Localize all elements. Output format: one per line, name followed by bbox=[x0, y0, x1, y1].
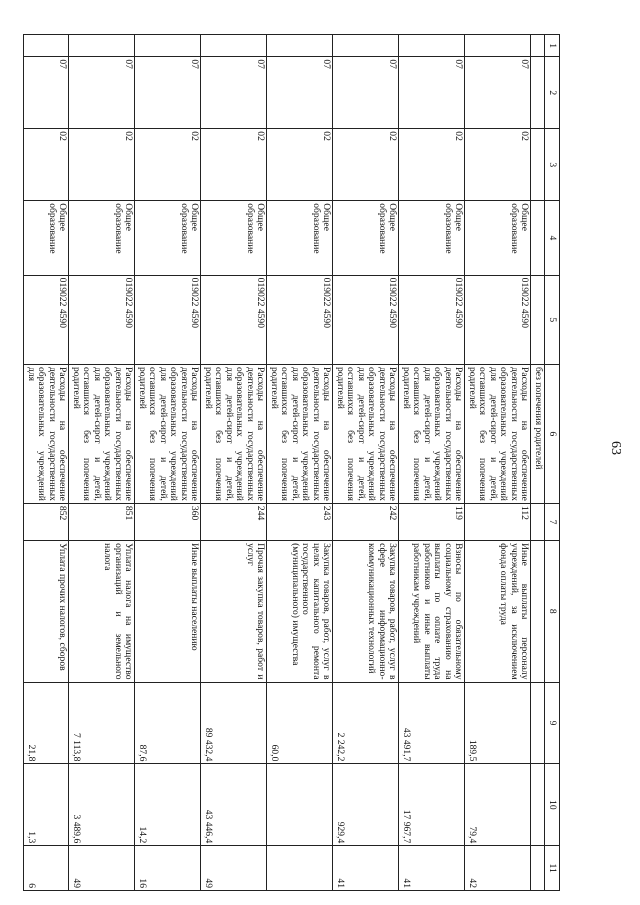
cell-col-6: без попечения родителей bbox=[531, 364, 545, 503]
cell-col-10: 43 446,4 bbox=[201, 764, 267, 846]
cell-col-7: 242 bbox=[333, 503, 399, 540]
cell-col-2: 07 bbox=[465, 57, 531, 129]
cell-col-1 bbox=[135, 35, 201, 57]
cell-col-8 bbox=[531, 541, 545, 682]
cell-col-8: Закупка товаров, работ, услуг в целях капитального ремонта государственного (муниципального) имущества bbox=[267, 541, 333, 682]
cell-col-10 bbox=[531, 764, 545, 846]
cell-col-3: 02 bbox=[69, 129, 135, 201]
cell-col-4: Общее образование bbox=[69, 201, 135, 275]
cell-col-9: 189,5 bbox=[465, 682, 531, 764]
cell-col-1 bbox=[531, 35, 545, 57]
cell-col-7: 119 bbox=[399, 503, 465, 540]
cell-col-4: Общее образование bbox=[465, 201, 531, 275]
cell-col-7: 851 bbox=[69, 503, 135, 540]
header-row bbox=[545, 35, 560, 891]
cell-col-6: Расходы на обеспечение деятельности государственных образовательных учреждений для детей-сирот и детей, оставшихся без попечения родителей bbox=[69, 364, 135, 503]
cell-col-10: 79,4 bbox=[465, 764, 531, 846]
header-col-10: 10 bbox=[545, 764, 560, 846]
cell-col-7: 112 bbox=[465, 503, 531, 540]
table-row bbox=[24, 35, 69, 891]
header-col-3: 3 bbox=[545, 129, 560, 201]
cell-col-3: 02 bbox=[333, 129, 399, 201]
table-row bbox=[267, 35, 333, 891]
cell-col-9: 43 491,7 bbox=[399, 682, 465, 764]
cell-col-11: 6 bbox=[24, 846, 69, 891]
cell-col-11 bbox=[267, 846, 333, 891]
cell-col-9: 89 432,4 bbox=[201, 682, 267, 764]
header-col-11: 11 bbox=[545, 846, 560, 891]
cell-col-10: 3 489,6 bbox=[69, 764, 135, 846]
cell-col-2: 07 bbox=[24, 57, 69, 129]
cell-col-1 bbox=[69, 35, 135, 57]
table-row bbox=[531, 35, 545, 891]
cell-col-9: 21,8 bbox=[24, 682, 69, 764]
cell-col-8: Взносы по обязательному социальному страхованию на выплаты по оплате труда работников и иные выплаты работникам учреждений bbox=[399, 541, 465, 682]
cell-col-4: Общее образование bbox=[201, 201, 267, 275]
cell-col-2: 07 bbox=[201, 57, 267, 129]
cell-col-11: 49 bbox=[201, 846, 267, 891]
table-row bbox=[399, 35, 465, 891]
cell-col-8: Уплата налога на имущество организаций и земельного налога bbox=[69, 541, 135, 682]
cell-col-1 bbox=[465, 35, 531, 57]
header-col-7: 7 bbox=[545, 503, 560, 540]
cell-col-8: Прочая закупка товаров, работ и услуг bbox=[201, 541, 267, 682]
header-col-1: 1 bbox=[545, 35, 560, 57]
cell-col-6: Расходы на обеспечение деятельности государственных образовательных учреждений для bbox=[24, 364, 69, 503]
cell-col-1 bbox=[201, 35, 267, 57]
cell-col-9 bbox=[531, 682, 545, 764]
table-row bbox=[333, 35, 399, 891]
table-row bbox=[465, 35, 531, 891]
cell-col-7: 360 bbox=[135, 503, 201, 540]
cell-col-7 bbox=[531, 503, 545, 540]
cell-col-1 bbox=[267, 35, 333, 57]
cell-col-8: Уплата прочих налогов, сборов bbox=[24, 541, 69, 682]
cell-col-5 bbox=[531, 275, 545, 364]
cell-col-10 bbox=[267, 764, 333, 846]
cell-col-2: 07 bbox=[267, 57, 333, 129]
cell-col-8: Иные выплаты населению bbox=[135, 541, 201, 682]
cell-col-1 bbox=[333, 35, 399, 57]
cell-col-10: 929,4 bbox=[333, 764, 399, 846]
cell-col-5: 019022 4590 bbox=[69, 275, 135, 364]
cell-col-5: 019022 4590 bbox=[333, 275, 399, 364]
cell-col-1 bbox=[399, 35, 465, 57]
cell-col-8: Иные выплаты персоналу учреждений, за исключением фонда оплаты труда bbox=[465, 541, 531, 682]
cell-col-11: 16 bbox=[135, 846, 201, 891]
budget-table bbox=[24, 34, 561, 891]
cell-col-2: 07 bbox=[333, 57, 399, 129]
cell-col-6: Расходы на обеспечение деятельности государственных образовательных учреждений для детей-сирот и детей, оставшихся без попечения родителей bbox=[135, 364, 201, 503]
cell-col-4 bbox=[531, 201, 545, 275]
cell-col-10: 14,2 bbox=[135, 764, 201, 846]
cell-col-6: Расходы на обеспечение деятельности государственных образовательных учреждений для детей-сирот и детей, оставшихся без попечения родителей bbox=[201, 364, 267, 503]
cell-col-3: 02 bbox=[135, 129, 201, 201]
cell-col-11: 41 bbox=[333, 846, 399, 891]
cell-col-6: Расходы на обеспечение деятельности государственных образовательных учреждений для детей-сирот и детей, оставшихся без попечения родителей bbox=[399, 364, 465, 503]
cell-col-11 bbox=[531, 846, 545, 891]
cell-col-2 bbox=[531, 57, 545, 129]
cell-col-9: 60,0 bbox=[267, 682, 333, 764]
cell-col-10: 1,3 bbox=[24, 764, 69, 846]
cell-col-6: Расходы на обеспечение деятельности государственных образовательных учреждений для детей-сирот и детей, оставшихся без попечения родителей bbox=[267, 364, 333, 503]
header-col-2: 2 bbox=[545, 57, 560, 129]
cell-col-6: Расходы на обеспечение деятельности государственных образовательных учреждений для детей-сирот и детей, оставшихся без попечения родителей bbox=[465, 364, 531, 503]
cell-col-3: 02 bbox=[267, 129, 333, 201]
header-col-5: 5 bbox=[545, 275, 560, 364]
header-col-6: 6 bbox=[545, 364, 560, 503]
cell-col-3: 02 bbox=[465, 129, 531, 201]
cell-col-3: 02 bbox=[201, 129, 267, 201]
cell-col-11: 41 bbox=[399, 846, 465, 891]
cell-col-5: 019022 4590 bbox=[465, 275, 531, 364]
cell-col-11: 49 bbox=[69, 846, 135, 891]
header-col-4: 4 bbox=[545, 201, 560, 275]
cell-col-7: 852 bbox=[24, 503, 69, 540]
cell-col-3: 02 bbox=[24, 129, 69, 201]
budget-table-container bbox=[26, 34, 560, 891]
table-row bbox=[69, 35, 135, 891]
cell-col-9: 2 242,2 bbox=[333, 682, 399, 764]
cell-col-4: Общее образование bbox=[333, 201, 399, 275]
cell-col-5: 019022 4590 bbox=[267, 275, 333, 364]
cell-col-1 bbox=[24, 35, 69, 57]
table-row bbox=[201, 35, 267, 891]
cell-col-7: 244 bbox=[201, 503, 267, 540]
cell-col-9: 87,6 bbox=[135, 682, 201, 764]
cell-col-2: 07 bbox=[135, 57, 201, 129]
cell-col-11: 42 bbox=[465, 846, 531, 891]
cell-col-4: Общее образование bbox=[399, 201, 465, 275]
cell-col-6: Расходы на обеспечение деятельности государственных образовательных учреждений для детей-сирот и детей, оставшихся без попечения родителей bbox=[333, 364, 399, 503]
cell-col-5: 019022 4590 bbox=[24, 275, 69, 364]
cell-col-3: 02 bbox=[399, 129, 465, 201]
header-col-8: 8 bbox=[545, 541, 560, 682]
cell-col-2: 07 bbox=[399, 57, 465, 129]
cell-col-4: Общее образование bbox=[267, 201, 333, 275]
cell-col-4: Общее образование bbox=[135, 201, 201, 275]
page-number: 63 bbox=[608, 441, 623, 455]
cell-col-4: Общее образование bbox=[24, 201, 69, 275]
cell-col-5: 019022 4590 bbox=[201, 275, 267, 364]
table-row bbox=[135, 35, 201, 891]
cell-col-3 bbox=[531, 129, 545, 201]
cell-col-5: 019022 4590 bbox=[399, 275, 465, 364]
cell-col-5: 019022 4590 bbox=[135, 275, 201, 364]
cell-col-8: Закупка товаров, работ, услуг в сфере информационно-коммуникационных технологий bbox=[333, 541, 399, 682]
cell-col-7: 243 bbox=[267, 503, 333, 540]
cell-col-10: 17 967,7 bbox=[399, 764, 465, 846]
header-col-9: 9 bbox=[545, 682, 560, 764]
cell-col-9: 7 113,8 bbox=[69, 682, 135, 764]
cell-col-2: 07 bbox=[69, 57, 135, 129]
